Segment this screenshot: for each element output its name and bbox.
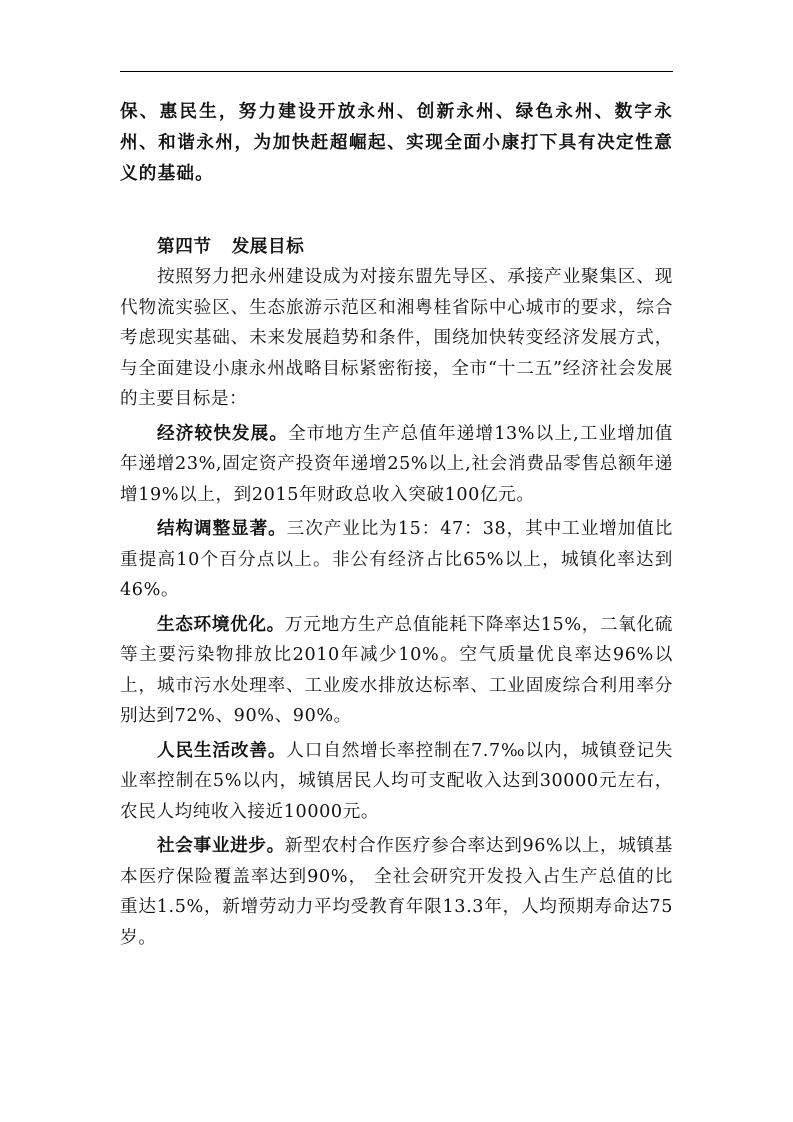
section-title: 发展目标 bbox=[231, 236, 305, 257]
goal-text: 万元地方生产总值能耗下降率达15%，二氧化硫等主要污染物排放比2010年减少10%。空气质量优良率达96%以上，城市污水处理率、工业废水排放达标率、工业固废综合利用率分别达到72%、90%、90%。 bbox=[120, 614, 674, 726]
section-number: 第四节 bbox=[157, 236, 212, 257]
goal-text: 新型农村合作医疗参合率达到96%以上，城镇基本医疗保险覆盖率达到90%， 全社会研究开发投入占生产总值的比重达1.5%，新增劳动力平均受教育年限13.3年，人均预期寿命达75岁。 bbox=[120, 836, 674, 948]
goal-text: 全市地方生产总值年递增13%以上,工业增加值年递增23%,固定资产投资年递增25%以上,社会消费品零售总额年递增19%以上，到2015年财政总收入突破100亿元。 bbox=[120, 423, 673, 505]
header-rule bbox=[120, 71, 673, 72]
section-heading bbox=[120, 232, 673, 262]
goal-paragraph-social bbox=[120, 831, 673, 953]
goal-text: 三次产业比为15：47：38，其中工业增加值比重提高10个百分点以上。非公有经济占比65%以上，城镇化率达到46%。 bbox=[120, 519, 673, 600]
document-body bbox=[120, 96, 673, 953]
goal-text: 人口自然增长率控制在7.7‰以内，城镇登记失业率控制在5%以内，城镇居民人均可支配收入达到30000元左右，农民人均纯收入接近10000元。 bbox=[120, 740, 674, 822]
goal-paragraph-livelihood bbox=[120, 736, 673, 828]
intro-paragraph: 按照努力把永州建设成为对接东盟先导区、承接产业聚集区、现代物流实验区、生态旅游示范区和湘粤桂省际中心城市的要求，综合考虑现实基础、未来发展趋势和条件，围绕加快转变经济发展方式，与全面建设小康永州战略目标紧密衔接，全市“十二五”经济社会发展的主要目标是： bbox=[120, 267, 673, 409]
goal-heading: 结构调整显著。 bbox=[157, 518, 287, 539]
goal-heading: 人民生活改善。 bbox=[157, 739, 287, 761]
goal-paragraph-economy bbox=[120, 419, 673, 511]
goal-paragraph-structure bbox=[120, 514, 673, 606]
goal-heading: 生态环境优化。 bbox=[157, 613, 285, 635]
lead-paragraph: 保、惠民生，努力建设开放永州、创新永州、绿色永州、数字永州、和谐永州，为加快赶超崛起、实现全面小康打下具有决定性意义的基础。 bbox=[120, 101, 673, 184]
goal-heading: 社会事业进步。 bbox=[157, 835, 285, 856]
goal-paragraph-environment bbox=[120, 610, 673, 732]
goal-heading: 经济较快发展。 bbox=[157, 422, 289, 444]
